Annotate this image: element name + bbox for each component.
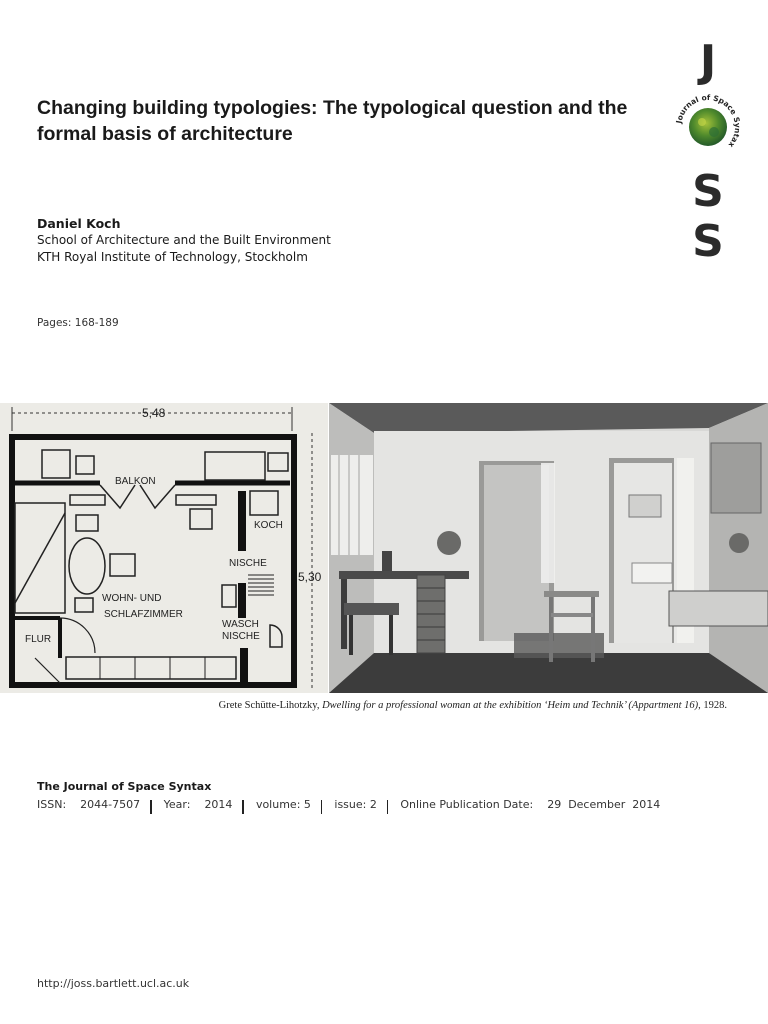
plan-dim-height: 5,30 xyxy=(298,570,322,584)
issn-label: ISSN: xyxy=(37,797,67,811)
figure xyxy=(0,403,768,693)
meta-separator xyxy=(150,800,152,814)
year-label: Year: xyxy=(163,797,191,811)
plan-label-wasch: WASCH xyxy=(222,619,259,630)
interior-photo xyxy=(329,403,768,693)
meta-separator xyxy=(242,800,244,814)
volume: volume: 5 xyxy=(255,797,311,811)
floor-plan-drawing xyxy=(0,403,328,693)
journal-name: The Journal of Space Syntax xyxy=(37,780,212,793)
author-affiliation-institute: KTH Royal Institute of Technology, Stockholm xyxy=(37,250,308,264)
author-block xyxy=(37,215,331,266)
plan-label-nische: NISCHE xyxy=(229,558,267,569)
publication-meta xyxy=(37,797,660,811)
plan-label-balkon: BALKON xyxy=(115,476,156,487)
joss-logo xyxy=(672,36,744,270)
plan-label-schlaf: SCHLAFZIMMER xyxy=(104,609,183,620)
globe-icon xyxy=(673,92,743,162)
page-range: Pages: 168-189 xyxy=(37,317,119,329)
logo-letter-s2: S xyxy=(692,216,724,267)
logo-letter-s1: S xyxy=(692,166,724,217)
plan-label-koch: KOCH xyxy=(254,520,283,531)
plan-label-wasch-nische: NISCHE xyxy=(222,631,260,642)
issue: issue: 2 xyxy=(334,797,377,811)
caption-year: , 1928. xyxy=(698,700,727,711)
meta-separator xyxy=(387,800,389,814)
logo-letter-j: J xyxy=(699,36,717,87)
logo-ring-text: Journal of Space Syntax xyxy=(674,92,743,150)
year-value: 2014 xyxy=(204,797,233,811)
meta-separator xyxy=(321,800,323,814)
caption-title: Dwelling for a professional woman at the exhibition ‘Heim und Technik’ (Appartment 16) xyxy=(322,700,699,711)
plan-label-flur: FLUR xyxy=(25,634,52,645)
publication-date: 29 December 2014 xyxy=(547,797,661,811)
issn-value: 2044-7507 xyxy=(80,797,141,811)
figure-caption xyxy=(0,700,727,711)
plan-dim-width: 5,48 xyxy=(142,406,166,420)
journal-url[interactable]: http://joss.bartlett.ucl.ac.uk xyxy=(37,977,190,990)
publication-date-label: Online Publication Date: xyxy=(400,797,534,811)
paper-title: Changing building typologies: The typological question and the formal basis of architecture xyxy=(37,97,628,145)
plan-label-wohn: WOHN- UND xyxy=(102,593,162,604)
author-name: Daniel Koch xyxy=(37,216,121,231)
author-affiliation-school: School of Architecture and the Built Environment xyxy=(37,233,331,247)
caption-author: Grete Schütte-Lihotzky, xyxy=(218,700,323,711)
